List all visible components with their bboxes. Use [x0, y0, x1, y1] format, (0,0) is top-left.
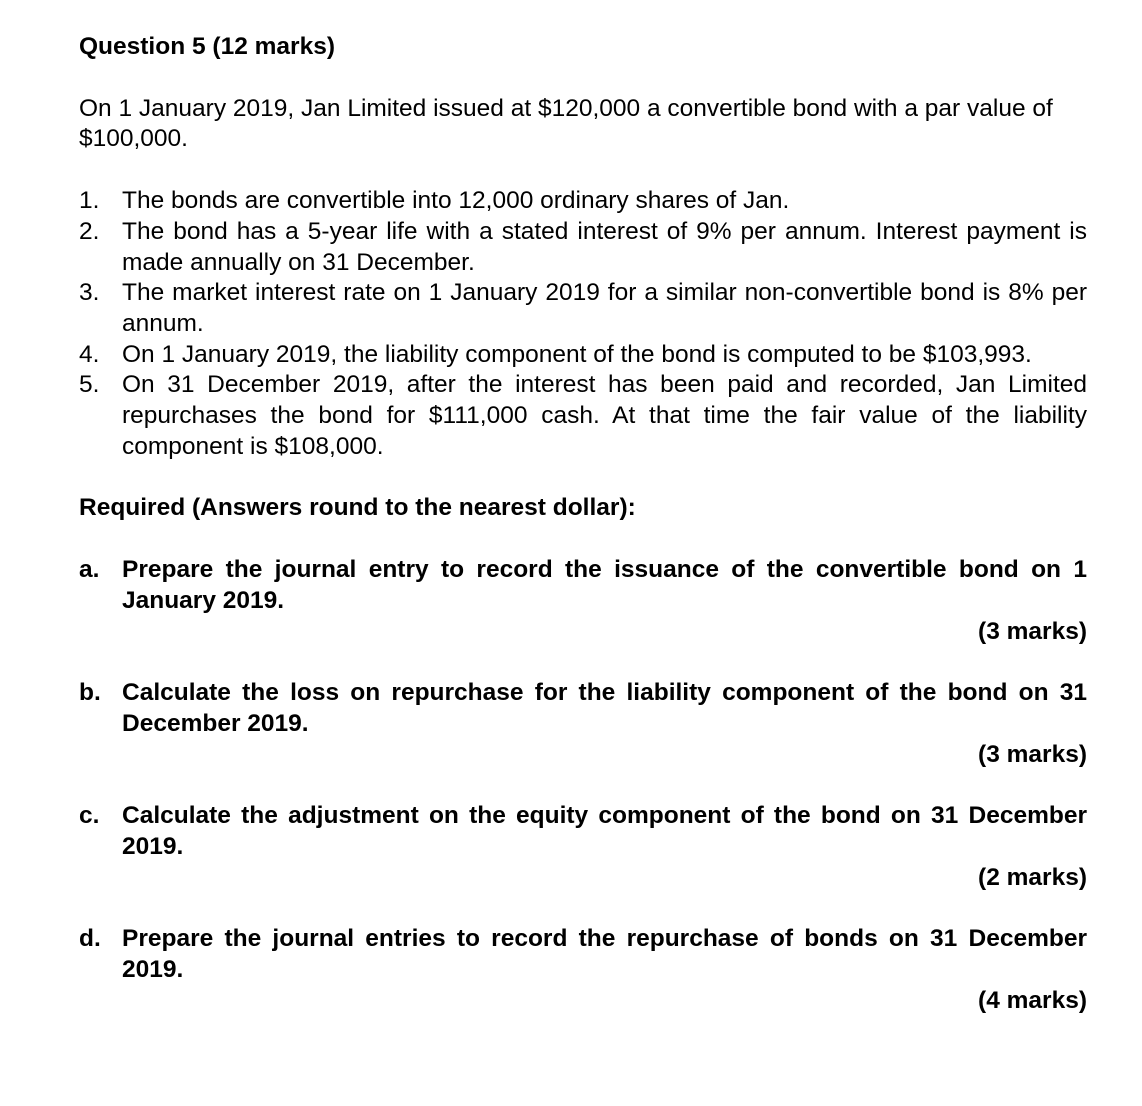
part-letter: d.	[79, 925, 101, 953]
part-marks: (4 marks)	[978, 986, 1087, 1014]
part-marks: (2 marks)	[978, 863, 1087, 891]
parts-list	[79, 555, 1087, 1016]
part-marks: (3 marks)	[978, 617, 1087, 645]
fact-item	[79, 186, 1087, 217]
part-letter: b.	[79, 679, 101, 707]
question-intro: On 1 January 2019, Jan Limited issued at $120,000 a convertible bond with a par value of $100,000.	[79, 94, 1053, 153]
part-item-c	[79, 801, 1087, 893]
part-text: Calculate the loss on repurchase for the liability component of the bond on 31 December 2019.	[122, 679, 1087, 737]
part-item-d	[79, 924, 1087, 1016]
facts-list	[79, 186, 1087, 462]
fact-item	[79, 217, 1087, 278]
fact-text: On 1 January 2019, the liability component of the bond is computed to be $103,993.	[122, 340, 1032, 368]
fact-number: 5.	[79, 371, 100, 399]
required-heading: Required (Answers round to the nearest dollar):	[79, 494, 636, 522]
question-document	[79, 32, 1087, 1017]
fact-item	[79, 278, 1087, 339]
part-letter: a.	[79, 556, 100, 584]
fact-text: On 31 December 2019, after the interest has been paid and recorded, Jan Limited repurchases the bond for $111,000 cash. At that time the fair value of the liability component is $108,000.	[122, 371, 1087, 460]
part-item-b	[79, 678, 1087, 770]
fact-number: 3.	[79, 279, 100, 307]
part-text: Prepare the journal entries to record the repurchase of bonds on 31 December 2019.	[122, 925, 1087, 984]
part-text: Calculate the adjustment on the equity component of the bond on 31 December 2019.	[122, 802, 1087, 861]
part-marks: (3 marks)	[978, 740, 1087, 768]
fact-text: The market interest rate on 1 January 2019 for a similar non-convertible bond is 8% per annum.	[122, 279, 1087, 337]
question-title: Question 5 (12 marks)	[79, 33, 335, 60]
part-letter: c.	[79, 802, 100, 830]
part-item-a	[79, 555, 1087, 647]
part-text: Prepare the journal entry to record the issuance of the convertible bond on 1 January 2019.	[122, 556, 1087, 614]
fact-number: 2.	[79, 217, 100, 245]
fact-text: The bond has a 5-year life with a stated interest of 9% per annum. Interest payment is made annually on 31 December.	[122, 217, 1087, 276]
fact-item	[79, 370, 1087, 462]
fact-number: 1.	[79, 187, 100, 215]
fact-text: The bonds are convertible into 12,000 ordinary shares of Jan.	[122, 187, 790, 215]
fact-number: 4.	[79, 340, 100, 368]
fact-item	[79, 340, 1087, 371]
